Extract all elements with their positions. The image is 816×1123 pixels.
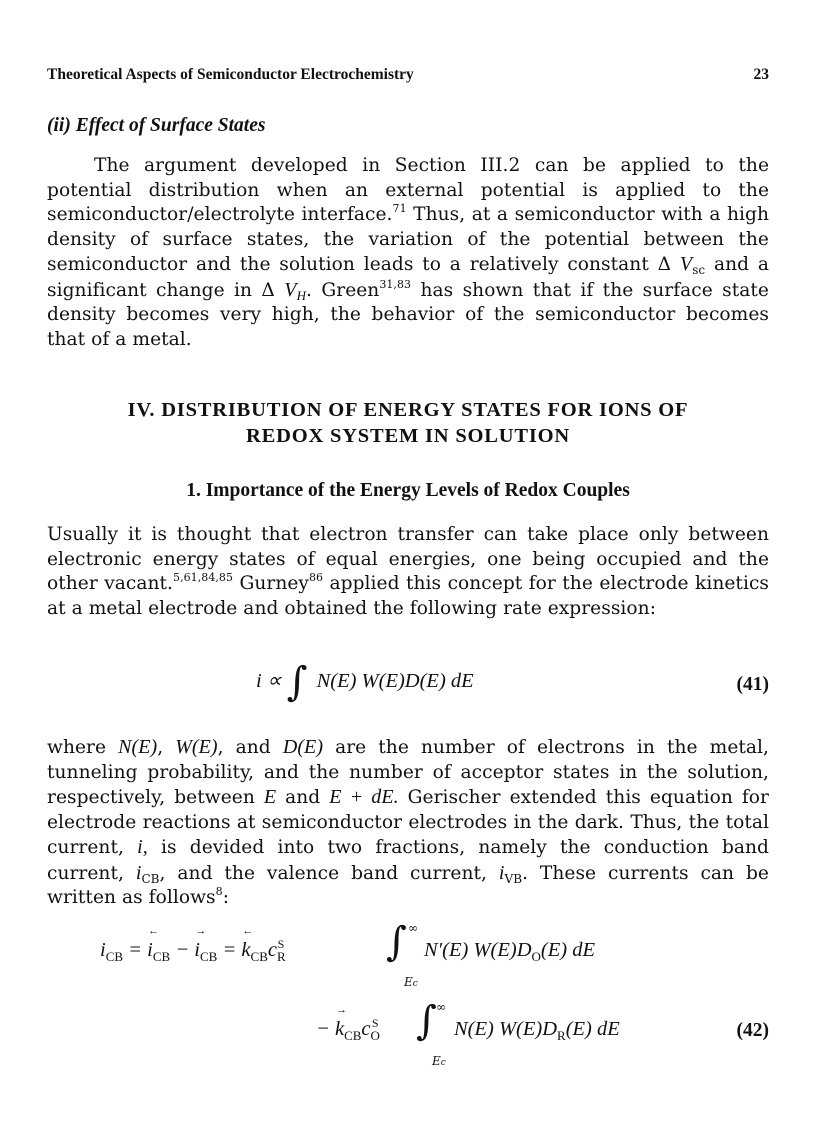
math-symbol: E + dE.	[329, 786, 399, 808]
superscript: S	[371, 1016, 379, 1030]
text: applied this concept for the electrode kinetics at a metal electrode and obtained the following rate expression:	[47, 573, 770, 619]
equation-rhs: N(E) W(E)D(E) dE	[316, 670, 474, 692]
text: and a significant change in Δ	[47, 254, 770, 301]
subscript: CB	[105, 949, 124, 964]
integral-upper-limit: ∞	[436, 1000, 446, 1014]
operator: =	[123, 939, 148, 961]
operator: −	[170, 939, 195, 961]
subscript: O	[531, 949, 541, 964]
math-symbol: D(E)	[282, 736, 324, 758]
equation-41	[256, 659, 474, 705]
reference: 8	[215, 885, 223, 898]
subscript: sc	[692, 263, 706, 277]
math-symbol: W(E)	[175, 736, 218, 758]
subsection-heading-importance: 1. Importance of the Energy Levels of Redox Couples	[186, 480, 630, 501]
subscript: CB	[152, 949, 171, 964]
text: Thus, at a semiconductor with a high density of surface states, the variation of the potential between the semiconductor and the solution leads to a relatively constant Δ	[47, 204, 769, 275]
math-symbol: E	[263, 786, 277, 808]
current-symbol: i	[100, 939, 106, 961]
cathodic-current-symbol: ← i	[147, 939, 153, 962]
subscript: H	[296, 287, 307, 303]
reference: 31,83	[379, 277, 412, 291]
text: , and	[217, 737, 283, 758]
page-number: 23	[753, 66, 769, 83]
subscript: VB	[504, 871, 523, 886]
superscript: S	[277, 937, 285, 951]
operator: =	[217, 939, 242, 961]
text: Gurney	[233, 573, 309, 594]
text: . Green	[306, 279, 380, 301]
rate-constant-symbol: → k	[335, 1018, 344, 1041]
integrand: (E) dE	[565, 1018, 620, 1040]
reference: 71	[392, 202, 407, 215]
text: and	[276, 787, 330, 808]
equation-42-integral-2	[416, 998, 437, 1044]
concentration-symbol: c	[361, 1018, 371, 1040]
section-heading-line: REDOX SYSTEM IN SOLUTION	[246, 425, 570, 447]
anodic-current-symbol: → i	[194, 939, 200, 962]
text: The argument developed in Section III.2 can be applied to the potential distribution when an external potential is applied to the semiconductor/electrolyte interface.	[47, 155, 769, 225]
math-symbol: i,	[137, 836, 148, 858]
integrand: N′(E) W(E)D	[424, 939, 532, 961]
integral-sign: ∫	[286, 659, 308, 705]
text: Usually it is thought that electron transfer can take place only between electronic energy states of equal energies, one being occupied and the other vacant.	[47, 524, 769, 594]
subscript: R	[557, 1028, 566, 1043]
paragraph-surface-states	[47, 154, 769, 352]
reference: 86	[308, 571, 324, 584]
text: has shown that if the surface state density becomes very high, the behavior of the semiconductor becomes that of a metal.	[47, 279, 769, 350]
integral-upper-limit: ∞	[408, 921, 418, 935]
text: . These currents can be written as follows	[47, 862, 769, 908]
math-symbol: V	[679, 253, 693, 275]
equation-42-line-1	[100, 939, 284, 962]
text: :	[222, 887, 230, 908]
equation-42-integrand-2	[454, 1018, 620, 1041]
integral-sign: ∫	[386, 919, 407, 965]
section-heading-line: IV. DISTRIBUTION OF ENERGY STATES FOR IONS OF	[127, 399, 689, 421]
subscript: CB	[141, 871, 160, 886]
paragraph-gerischer	[47, 735, 769, 911]
subscript: CB	[250, 949, 268, 964]
rate-constant-symbol: ← k	[241, 939, 250, 962]
running-head	[47, 66, 769, 84]
math-symbol: V	[284, 278, 297, 301]
equation-42-integral-1	[386, 919, 407, 965]
integral-sign: ∫	[416, 998, 437, 1044]
section-heading-iv	[47, 397, 769, 449]
text: is devided into two fractions, namely the conduction band current,	[47, 837, 770, 884]
text: Gerischer extended this equation for electrode reactions at semiconductor electrodes in the dark. Thus, the total current,	[47, 787, 769, 858]
math-symbol: i	[498, 861, 505, 884]
integral-lower-limit	[432, 1054, 446, 1068]
equation-number-41: (41)	[736, 674, 769, 695]
equation-number-42: (42)	[736, 1020, 769, 1041]
subsection-heading-surface-states: (ii) Effect of Surface States	[47, 115, 266, 136]
text: , and the valence band current,	[159, 862, 499, 884]
text: where	[47, 737, 119, 758]
operator: −	[316, 1018, 335, 1040]
integral-lower-limit	[404, 975, 418, 989]
subscript: O	[370, 1028, 380, 1043]
paragraph-electron-transfer	[47, 523, 769, 621]
subscript: CB	[199, 949, 218, 964]
subscript: c	[440, 1058, 446, 1068]
subscript: c	[412, 979, 418, 989]
math-symbol: N(E)	[118, 736, 158, 758]
text: ,	[157, 737, 176, 758]
limit-symbol: E	[404, 975, 413, 989]
subscript: R	[276, 949, 286, 964]
concentration-symbol: c	[267, 939, 277, 961]
integrand: N(E) W(E)D	[454, 1018, 558, 1040]
equation-42-line-2	[316, 1018, 379, 1041]
equation-lhs: i ∝	[256, 670, 282, 692]
limit-symbol: E	[432, 1054, 441, 1068]
subscript: CB	[344, 1028, 362, 1043]
equation-42-integrand-1	[424, 939, 595, 962]
integrand: (E) dE	[540, 939, 595, 961]
reference: 5,61,84,85	[173, 571, 234, 584]
running-head-title: Theoretical Aspects of Semiconductor Electrochemistry	[47, 66, 414, 83]
text: are the number of electrons in the metal, tunneling probability, and the number of acceptor states in the solution, respectively, between	[47, 737, 770, 808]
math-symbol: i	[135, 861, 142, 884]
